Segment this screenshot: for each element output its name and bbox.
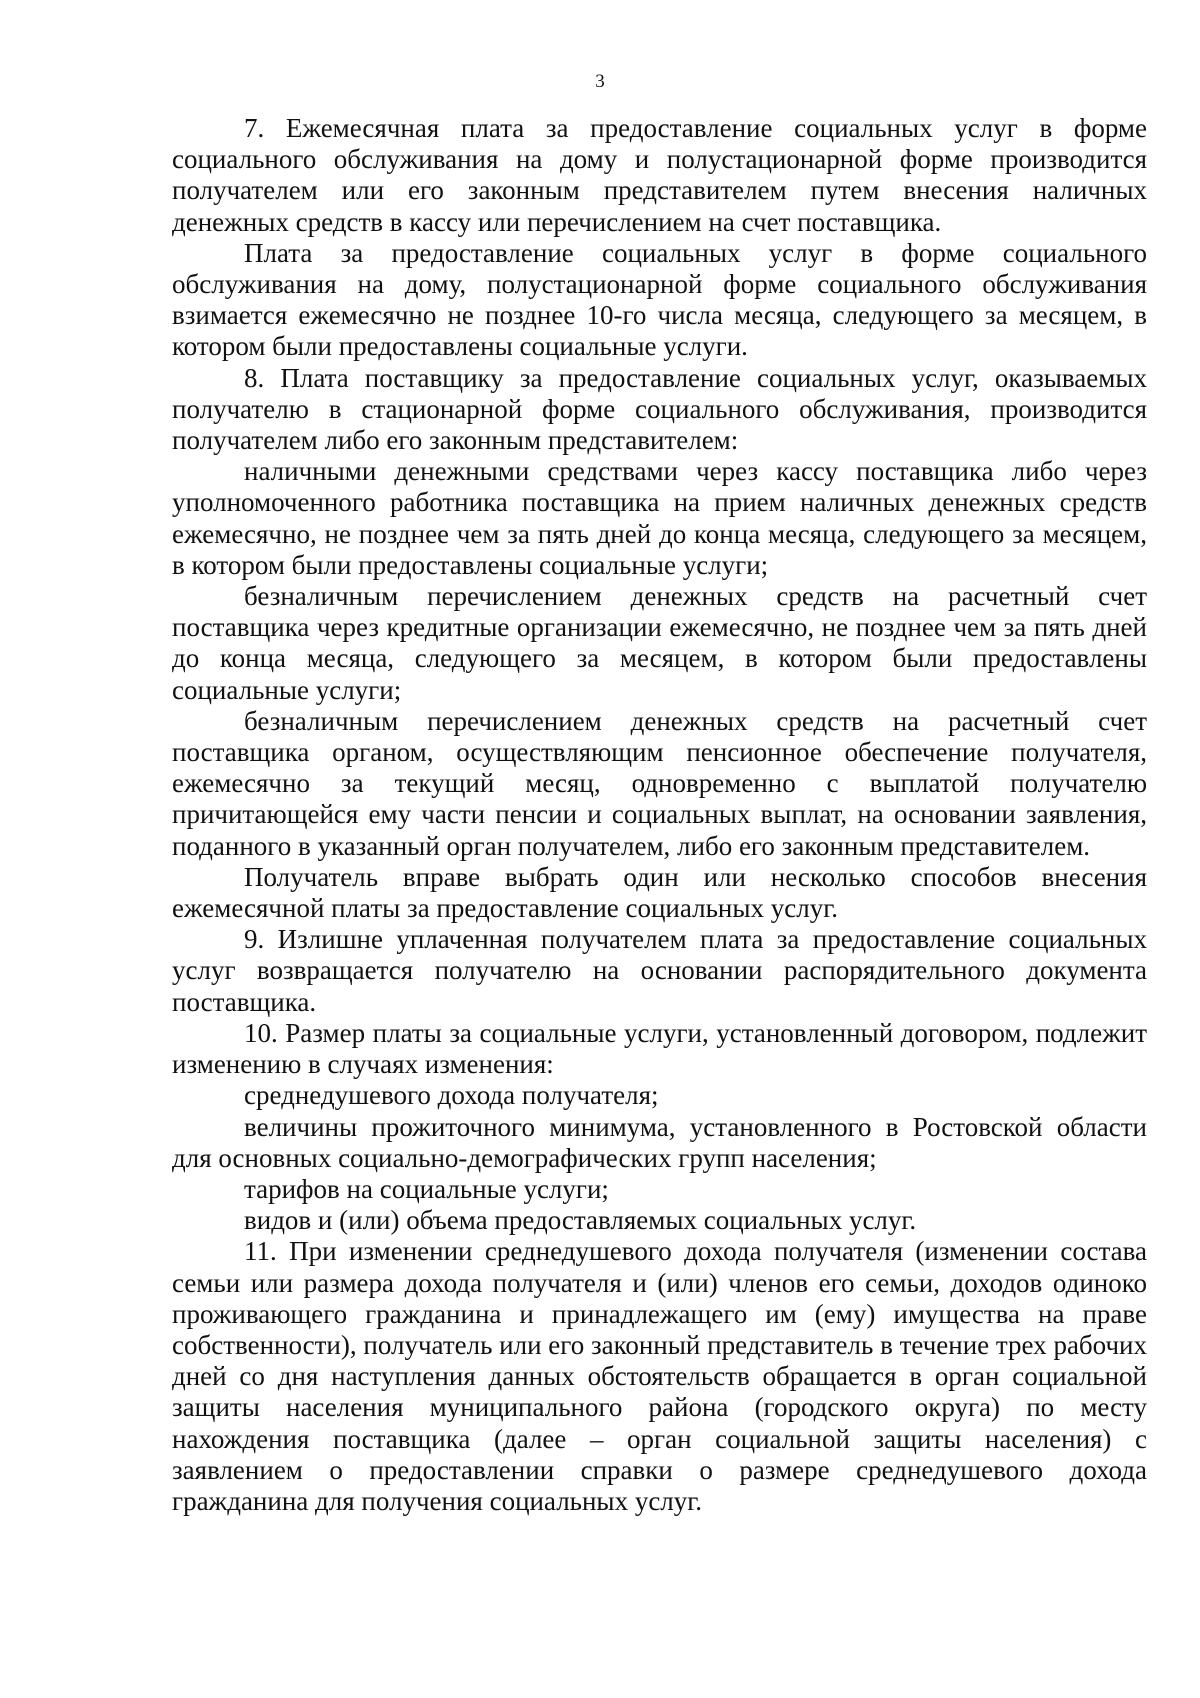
paragraph-8: 8. Плата поставщику за предоставление социальных услуг, оказываемых получателю в стационарной форме социального обслуживания, производится получателем либо его законным представителем:: [172, 362, 1147, 456]
paragraph-9: 9. Излишне уплаченная получателем плата за предоставление социальных услуг возвращается получателю на основании распорядительного документа поставщика.: [172, 924, 1147, 1017]
paragraph-8-cash-option: наличными денежными средствами через кассу поставщика либо через уполномоченного работника поставщика на прием наличных денежных средств ежемесячно, не позднее чем за пять дней до конца месяца, следующего за месяцем, в котором были предоставлены социальные услуги;: [172, 456, 1147, 580]
paragraph-8-credit-org-option: безналичным перечислением денежных средств на расчетный счет поставщика через кредитные организации ежемесячно, не позднее чем за пять дней до конца месяца, следующего за месяцем, в котором были предоставлены социальные услуги;: [172, 581, 1147, 705]
paragraph-8-pension-option: безналичным перечислением денежных средств на расчетный счет поставщика органом, осуществляющим пенсионное обеспечение получателя, ежемесячно за текущий месяц, одновременно с выплатой получателю причитающейся ему части пенсии и социальных выплат, на основании заявления, поданного в указанный орган получателем, либо его законным представителем.: [172, 705, 1147, 861]
paragraph-10-item-tariffs: тарифов на социальные услуги;: [244, 1173, 609, 1204]
paragraph-8-choice: Получатель вправе выбрать один или несколько способов внесения ежемесячной платы за предоставление социальных услуг.: [172, 861, 1147, 924]
paragraph-11: 11. При изменении среднедушевого дохода получателя (изменении состава семьи или размера дохода получателя и (или) членов его семьи, доходов одиноко проживающего гражданина и принадлежащего им (ему) имущества на праве собственности), получатель или его законный представитель в течение трех рабочих дней со дня наступления данных обстоятельств обращается в орган социальной защиты населения муниципального района (городского округа) по месту нахождения поставщика (далее – орган социальной защиты населения) с заявлением о предоставлении справки о размере среднедушевого дохода гражданина для получения социальных услуг.: [172, 1236, 1147, 1516]
paragraph-10: 10. Размер платы за социальные услуги, установленный договором, подлежит изменению в случаях изменения:: [172, 1017, 1147, 1080]
document-body: [172, 113, 1147, 1517]
paragraph-7: 7. Ежемесячная плата за предоставление социальных услуг в форме социального обслуживания на дому и полустационарной форме производится получателем или его законным представителем путем внесения наличных денежных средств в кассу или перечислением на счет поставщика.: [172, 113, 1147, 237]
paragraph-10-item-income: среднедушевого дохода получателя;: [244, 1080, 659, 1111]
paragraph-10-item-services: видов и (или) объема предоставляемых социальных услуг.: [244, 1205, 917, 1236]
paragraph-10-item-subsistence: величины прожиточного минимума, установленного в Ростовской области для основных социально-демографических групп населения;: [172, 1111, 1147, 1173]
paragraph-7-payment-deadline: Плата за предоставление социальных услуг в форме социального обслуживания на дому, полустационарной форме социального обслуживания взимается ежемесячно не позднее 10-го числа месяца, следующего за месяцем, в котором были предоставлены социальные услуги.: [172, 237, 1147, 362]
page-number: 3: [595, 71, 605, 92]
